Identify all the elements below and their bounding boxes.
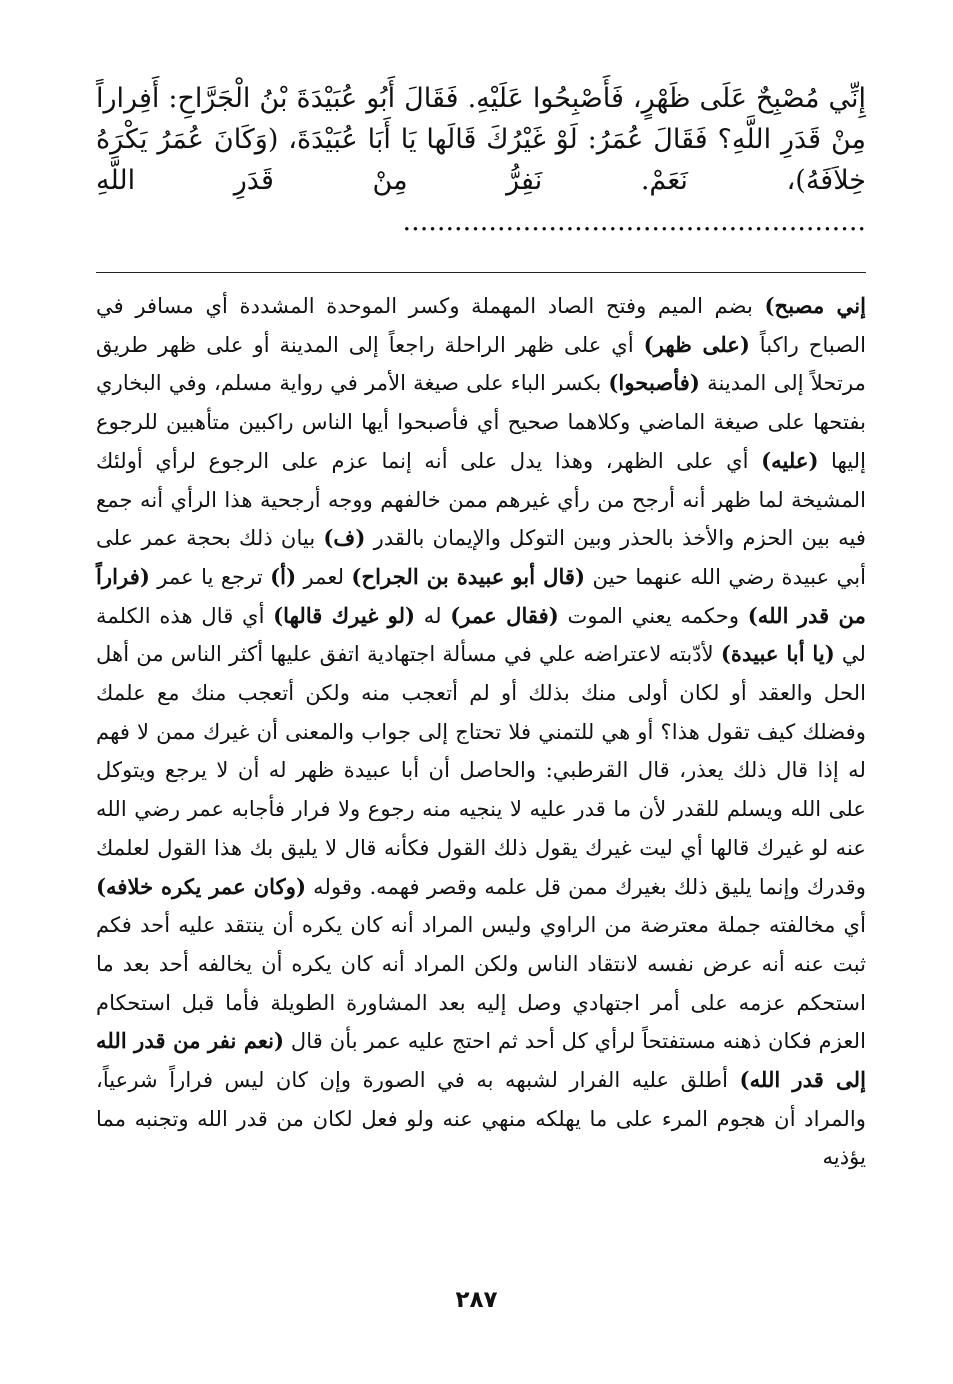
commentary-segment: أي على ظهر الراحلة راجعاً إلى المدينة أو على ظهر طريق مرتحلاً إلى المدينة — [96, 331, 866, 396]
commentary-segment: أي قال هذه الكلمة لي — [96, 602, 867, 667]
commentary-segment: وحكمه يعني الموت — [558, 602, 748, 628]
footnote-separator — [96, 272, 866, 273]
hadith-text — [96, 78, 866, 242]
commentary-segment: لعمر — [296, 563, 352, 589]
commentary-segment: له — [415, 602, 451, 628]
page-number: ٢٨٧ — [455, 1287, 498, 1313]
quoted-phrase: (فقال عمر) — [450, 602, 559, 628]
commentary-segment: بكسر الباء على صيغة الأمر في رواية مسلم، وفي البخاري بفتحها على صيغة الماضي وكلاهما صحيح أي فأصبحوا أيها الناس راكبين متأهبين للرجوع إليها — [96, 370, 866, 473]
quoted-phrase: (عليه) — [761, 447, 819, 473]
commentary-segment: أطلق عليه الفرار لشبهه به في الصورة وإن كان ليس فراراً شرعياً، والمراد أن هجوم المرء على ما يهلكه منهي عنه ولو فعل لكان من قدر الله وتجنبه مما يؤذيه — [96, 1067, 866, 1170]
quoted-phrase: (نعم نفر من قدر الله إلى قدر الله) — [96, 1028, 866, 1093]
hadith-ellipsis: ...................................................... — [402, 206, 866, 237]
quoted-phrase: (وكان عمر يكره خلافه) — [96, 873, 306, 899]
quoted-phrase: (لو غيرك قالها) — [273, 602, 416, 628]
commentary-segment: بضم الميم وفتح الصاد المهملة وكسر الموحدة المشددة أي مسافر في الصباح راكباً — [96, 293, 867, 357]
quoted-phrase: (فراراً من قدر الله) — [96, 563, 867, 628]
commentary-segment: بيان ذلك بحجة عمر على أبي عبيدة رضي الله عنهما حين — [96, 525, 867, 589]
quoted-phrase: (فأصبحوا) — [608, 370, 700, 396]
commentary-segment: أي مخالفته جملة معترضة من الراوي وليس المراد أنه كان يكره أن ينتقد عليه أحد فكم ثبت عنه أنه عرض نفسه لانتقاد الناس ولكن المراد أنه كان يكره أن يخالفه أحد بعد ما استحكم عزمه على أمر اجتهادي وصل إليه بعد المشاورة الطويلة فأما قبل استحكام العزم فكان ذهنه مستفتحاً لرأي كل أحد ثم احتج عليه عمر بأن قال — [96, 912, 866, 1054]
quoted-phrase: (أ) — [270, 563, 297, 589]
quoted-phrase: (على ظهر) — [643, 331, 750, 357]
hadith-body: إِنِّي مُصْبِحٌ عَلَى ظَهْرٍ، فَأَصْبِحُوا عَلَيْهِ. فَقَالَ أَبُو عُبَيْدَةَ بْنُ الْجَرَّاحِ: أَفِراراً مِنْ قَدَرِ اللَّهِ؟ فَقَالَ عُمَرُ: لَوْ غَيْرُكَ قَالَها يَا أَبَا عُبَيْدَةَ، (وَكَانَ عُمَرُ يَكْرَهُ خِلاَفَهُ)، نَعَمْ. نَفِرُّ مِنْ قَدَرِ اللَّهِ — [96, 83, 866, 196]
quoted-phrase: (قال أبو عبيدة بن الجراح) — [351, 563, 586, 589]
commentary-segment: ترجع يا عمر — [149, 563, 271, 589]
quoted-phrase: (يا أبا عبيدة) — [720, 641, 835, 667]
quoted-phrase: إني مصبح) — [764, 293, 866, 318]
quoted-phrase: (ف) — [323, 525, 366, 551]
page-content — [96, 78, 866, 1177]
commentary-segment: لأدّبته لاعتراضه علي في مسألة اجتهادية اتفق عليها أكثر الناس من أهل الحل والعقد أو لكان أولى منك بذلك أو لم أتعجب منه ولكن أتعجب منك مع علمك وفضلك كيف تقول هذا؟ أو هي للتمني فلا تحتاج إلى جواب والمعنى أن غيرك ممن لا فهم له إذا قال ذلك يعذر، قال القرطبي: والحاصل أن أبا عبيدة ظهر له أن لا يرجع ويتوكل على الله ويسلم للقدر لأن ما قدر عليه لا ينجيه منه رجوع ولا فرار فأجابه عمر رضي الله عنه لو غيرك قالها أي ليت غيرك يقول ذلك القول فكأنه قال لا يليق بك هذا القول لعلمك وقدرك وإنما يليق ذلك بغيرك ممن قل علمه وقصر فهمه. وقوله — [96, 641, 866, 899]
commentary-text — [96, 287, 866, 1177]
commentary-segment: أي على الظهر، وهذا يدل على أنه إنما عزم على الرجوع لرأي أولئك المشيخة لما ظهر أنه أرجح من رأي غيرهم ممن خالفهم ووجه أرجحية هذا الرأي أنه جمع فيه بين الحزم والأخذ بالحذر وبين التوكل والإيمان بالقدر — [96, 447, 866, 551]
